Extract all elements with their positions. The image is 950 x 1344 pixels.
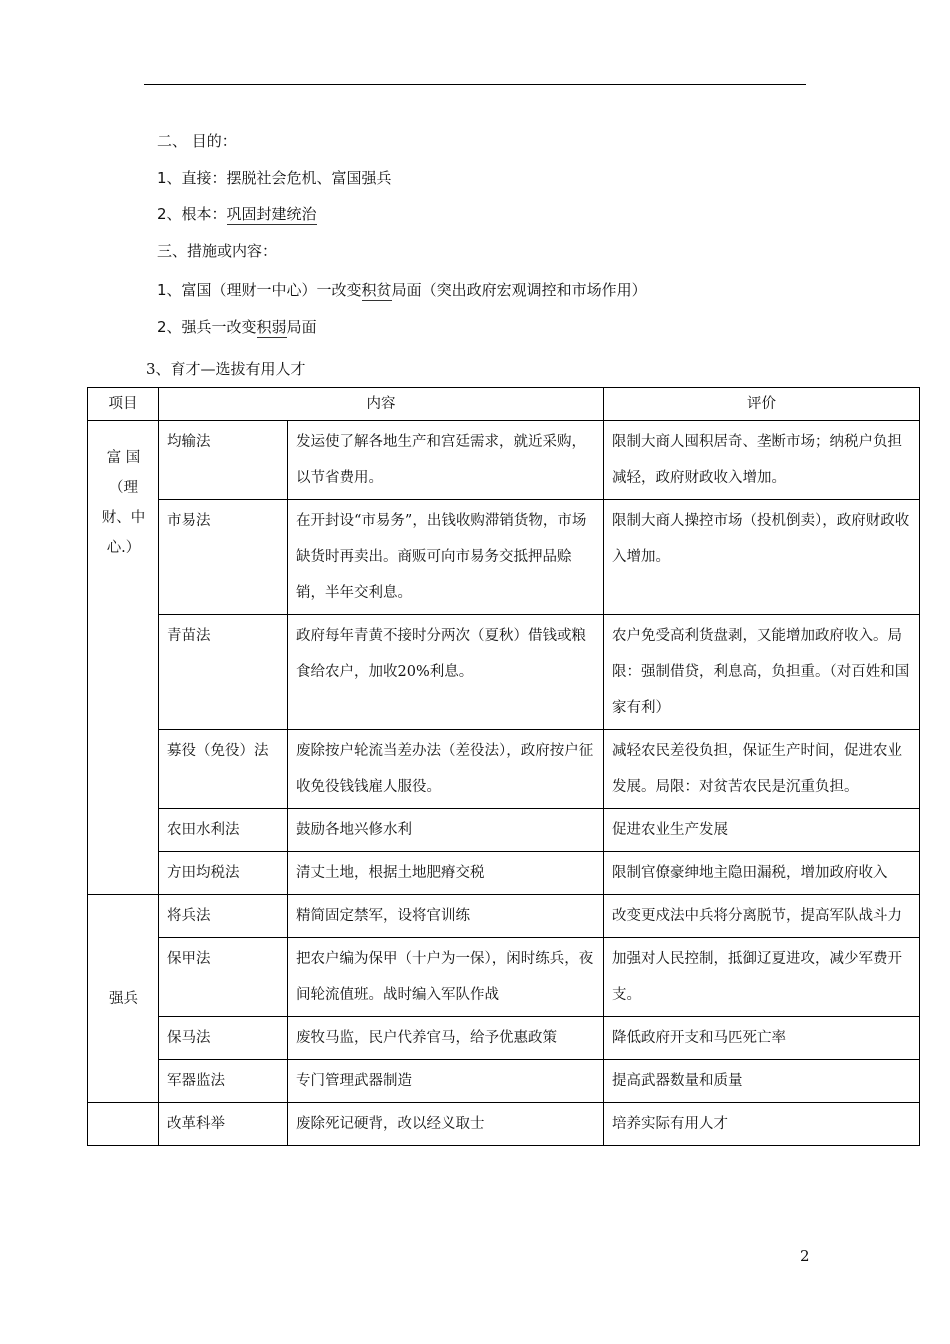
table-row [88, 1103, 920, 1146]
header-rule [144, 84, 806, 85]
table-row [88, 852, 920, 895]
section-2-heading: 二、 目的： [157, 132, 237, 150]
header-item: 项目 [88, 388, 159, 421]
item-text-underlined: 巩固封建统治 [226, 205, 317, 223]
measure-content: 专门管理武器制造 [288, 1060, 604, 1103]
table-row [88, 938, 920, 1017]
table-row [88, 615, 920, 730]
measure-evaluation: 减轻农民差役负担，保证生产时间，促进农业发展。局限：对贫苦农民是沉重负担。 [604, 730, 920, 809]
header-content: 内容 [159, 388, 604, 421]
text-pre: 1、富国（理财一中心）一改变 [157, 281, 362, 299]
section-3-item-2 [157, 317, 317, 337]
table-row [88, 895, 920, 938]
measure-name: 募役（免役）法 [159, 730, 288, 809]
measure-name: 将兵法 [159, 895, 288, 938]
measure-content: 政府每年青黄不接时分两次（夏秋）借钱或粮食给农户，加收20%利息。 [288, 615, 604, 730]
table-row [88, 1060, 920, 1103]
measure-evaluation: 改变更戍法中兵将分离脱节，提高军队战斗力 [604, 895, 920, 938]
measure-content: 废牧马监，民户代养官马，给予优惠政策 [288, 1017, 604, 1060]
section-3-heading: 三、措施或内容： [157, 242, 278, 260]
table-row [88, 421, 920, 500]
measure-name: 保甲法 [159, 938, 288, 1017]
section-3-item-3: 3、育才—选拔有用人才 [146, 360, 306, 378]
measure-name: 农田水利法 [159, 809, 288, 852]
measure-name: 市易法 [159, 500, 288, 615]
text-underlined: 积弱 [256, 318, 287, 336]
measure-name: 方田均税法 [159, 852, 288, 895]
section-2-item-1 [157, 168, 392, 188]
table-row [88, 1017, 920, 1060]
text-post: 局面（突出政府宏观调控和市场作用） [391, 281, 647, 299]
measure-content: 废除按户轮流当差办法（差役法），政府按户征收免役钱钱雇人服役。 [288, 730, 604, 809]
measure-evaluation: 限制官僚豪绅地主隐田漏税，增加政府收入 [604, 852, 920, 895]
measure-name: 改革科举 [159, 1103, 288, 1146]
page-number: 2 [800, 1247, 810, 1265]
item-label: 1、直接： [157, 169, 227, 187]
measure-name: 保马法 [159, 1017, 288, 1060]
section-3-item-1 [157, 280, 647, 300]
measure-evaluation: 农户免受高利货盘剥，又能增加政府收入。局限：强制借贷，利息高，负担重。（对百姓和国家有利） [604, 615, 920, 730]
measure-content: 在开封设“市易务”，出钱收购滞销货物，市场缺货时再卖出。商贩可向市易务交抵押品赊销，半年交利息。 [288, 500, 604, 615]
measure-evaluation: 降低政府开支和马匹死亡率 [604, 1017, 920, 1060]
measure-name: 军器监法 [159, 1060, 288, 1103]
section-2-item-2 [157, 204, 317, 224]
group-empty [88, 1103, 159, 1146]
text-underlined: 积贫 [361, 281, 392, 299]
measure-content: 清丈土地，根据土地肥瘠交税 [288, 852, 604, 895]
table-header-row [88, 388, 920, 421]
measure-content: 把农户编为保甲（十户为一保），闲时练兵，夜间轮流值班。战时编入军队作战 [288, 938, 604, 1017]
table-row [88, 809, 920, 852]
measure-content: 发运使了解各地生产和宫廷需求，就近采购，以节省费用。 [288, 421, 604, 500]
measure-evaluation: 限制大商人囤积居奇、垄断市场；纳税户负担减轻，政府财政收入增加。 [604, 421, 920, 500]
header-evaluation: 评价 [604, 388, 920, 421]
table-row [88, 730, 920, 809]
measure-evaluation: 培养实际有用人才 [604, 1103, 920, 1146]
item-text: 摆脱社会危机、富国强兵 [226, 169, 392, 187]
text-post: 局面 [286, 318, 317, 336]
measure-name: 均输法 [159, 421, 288, 500]
measure-evaluation: 限制大商人操控市场（投机倒卖），政府财政收入增加。 [604, 500, 920, 615]
measure-evaluation: 促进农业生产发展 [604, 809, 920, 852]
item-label: 2、根本： [157, 205, 227, 223]
measure-content: 鼓励各地兴修水利 [288, 809, 604, 852]
measure-evaluation: 加强对人民控制，抵御辽夏进攻，减少军费开支。 [604, 938, 920, 1017]
group-fuguo: 富 国（理财、中心.） [88, 421, 159, 895]
measure-content: 废除死记硬背，改以经义取士 [288, 1103, 604, 1146]
measure-content: 精简固定禁军，设将官训练 [288, 895, 604, 938]
measure-name: 青苗法 [159, 615, 288, 730]
group-qiangbing: 强兵 [88, 895, 159, 1103]
reform-table [87, 387, 920, 1146]
text-pre: 2、强兵一改变 [157, 318, 257, 336]
table-row [88, 500, 920, 615]
measure-evaluation: 提高武器数量和质量 [604, 1060, 920, 1103]
